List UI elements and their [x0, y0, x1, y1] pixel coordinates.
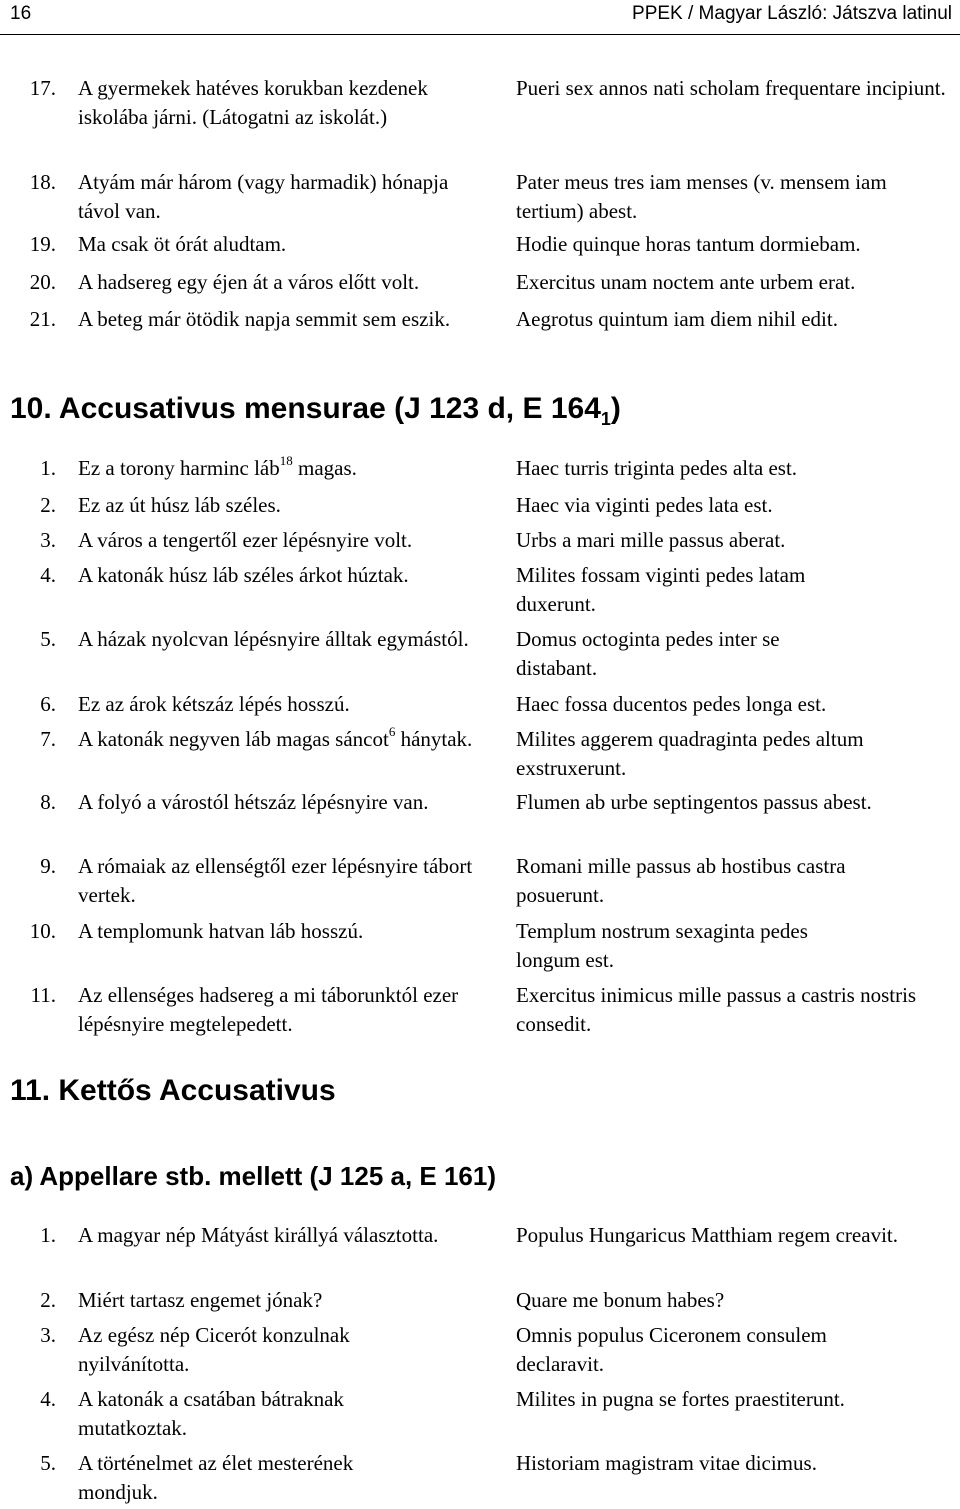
row-number: 2.: [40, 1288, 56, 1312]
exercise-row: [0, 1221, 960, 1286]
section-heading: 11. Kettős Accusativus: [10, 1074, 336, 1107]
exercise-row: [0, 268, 960, 305]
hungarian-sentence: A rómaiak az ellenségtől ezer lépésnyire tábort vertek.: [78, 854, 473, 907]
hungarian-sentence: A katonák negyven láb magas sáncot$^6$ hánytak.: [78, 724, 473, 751]
hungarian-sentence: A házak nyolcvan lépésnyire álltak egymástól.: [78, 627, 469, 651]
row-number: 2.: [40, 493, 56, 517]
row-number: 11.: [30, 983, 56, 1007]
latin-translation: Historiam magistram vitae dicimus.: [516, 1451, 817, 1475]
latin-translation: Haec turris triginta pedes alta est.: [516, 456, 798, 480]
section-heading: 10. Accusativus mensurae (J 123 d, E $164_1$): [10, 392, 621, 429]
row-number: 3.: [40, 1323, 56, 1347]
latin-translation: Pater meus tres iam menses (v. mensem iam tertium) abest.: [516, 170, 887, 223]
exercise-row: [0, 725, 960, 788]
exercise-row: [0, 305, 960, 365]
exercise-row: [0, 1449, 960, 1509]
hungarian-sentence: A templomunk hatvan láb hosszú.: [78, 919, 364, 943]
latin-translation: Romani mille passus ab hostibus castra posuerunt.: [516, 854, 846, 907]
hungarian-sentence: A város a tengertől ezer lépésnyire volt.: [78, 528, 413, 552]
hungarian-sentence: Ez az út húsz láb széles.: [78, 493, 281, 517]
footnote-marker: 18: [279, 453, 293, 468]
latin-translation: Templum nostrum sexaginta pedes longum est.: [516, 919, 808, 972]
latin-translation: Exercitus inimicus mille passus a castris nostris consedit.: [516, 983, 917, 1036]
row-number: 20.: [29, 270, 56, 294]
exercise-row: [0, 917, 960, 981]
hungarian-sentence: Miért tartasz engemet jónak?: [78, 1288, 323, 1312]
latin-translation: Quare me bonum habes?: [516, 1288, 725, 1312]
heading-subscript: 1: [600, 409, 611, 429]
hungarian-sentence: Atyám már három (vagy harmadik) hónapja távol van.: [78, 170, 449, 223]
latin-translation: Hodie quinque horas tantum dormiebam.: [516, 232, 861, 256]
latin-translation: Pueri sex annos nati scholam frequentare incipiunt.: [516, 76, 946, 100]
hungarian-sentence: A beteg már ötödik napja semmit sem eszik.: [78, 307, 451, 331]
latin-translation: Flumen ab urbe septingentos passus abest.: [516, 790, 872, 814]
exercise-row: [0, 625, 960, 690]
exercise-row: [0, 981, 960, 1043]
latin-translation: Exercitus unam noctem ante urbem erat.: [516, 270, 856, 294]
hungarian-sentence: Az egész nép Cicerót konzulnak nyilvánította.: [78, 1323, 350, 1376]
row-number: 10.: [29, 919, 56, 943]
row-number: 18.: [29, 170, 56, 194]
hungarian-sentence: Ez az árok kétszáz lépés hosszú.: [78, 692, 350, 716]
running-header: [0, 0, 960, 35]
row-number: 1.: [40, 456, 56, 480]
row-number: 8.: [40, 790, 56, 814]
hungarian-sentence: A katonák húsz láb széles árkot húztak.: [78, 563, 409, 587]
latin-translation: Urbs a mari mille passus aberat.: [516, 528, 786, 552]
exercise-row: [0, 74, 960, 168]
latin-translation: Milites in pugna se fortes praestiterunt.: [516, 1387, 845, 1411]
exercise-row: [0, 1385, 960, 1449]
hungarian-sentence: A hadsereg egy éjen át a város előtt volt.: [78, 270, 420, 294]
exercise-row: [0, 1286, 960, 1321]
page-number: 16: [10, 3, 32, 24]
exercise-row: [0, 526, 960, 561]
latin-translation: Haec fossa ducentos pedes longa est.: [516, 692, 827, 716]
row-number: 5.: [40, 1451, 56, 1475]
row-number: 17.: [29, 76, 56, 100]
latin-translation: Milites aggerem quadraginta pedes altum exstruxerunt.: [516, 727, 864, 780]
exercise-row: [0, 690, 960, 725]
latin-translation: Populus Hungaricus Matthiam regem creavit.: [516, 1223, 898, 1247]
hungarian-sentence: Az ellenséges hadsereg a mi táborunktól ezer lépésnyire megtelepedett.: [78, 983, 459, 1036]
exercise-list-accusativus-mensurae: [0, 454, 960, 1043]
row-number: 4.: [40, 563, 56, 587]
exercise-row: [0, 1321, 960, 1385]
row-number: 9.: [40, 854, 56, 878]
latin-translation: Domus octoginta pedes inter se distabant.: [516, 627, 780, 680]
hungarian-sentence: Ma csak öt órát aludtam.: [78, 232, 287, 256]
hungarian-sentence: Ez a torony harminc láb$^{18}$ magas.: [78, 453, 357, 480]
exercise-list-intro: [0, 74, 960, 365]
exercise-row: [0, 168, 960, 230]
hungarian-sentence: A magyar nép Mátyást királlyá választotta.: [78, 1223, 439, 1247]
row-number: 1.: [40, 1223, 56, 1247]
exercise-row: [0, 788, 960, 852]
latin-translation: Aegrotus quintum iam diem nihil edit.: [516, 307, 838, 331]
exercise-row: [0, 491, 960, 526]
row-number: 6.: [40, 692, 56, 716]
row-number: 19.: [29, 232, 56, 256]
row-number: 3.: [40, 528, 56, 552]
exercise-row: [0, 230, 960, 268]
hungarian-sentence: A folyó a várostól hétszáz lépésnyire van.: [78, 790, 429, 814]
running-title: PPEK / Magyar László: Játszva latinul: [632, 3, 952, 24]
subsection-heading: a) Appellare stb. mellett (J 125 a, E 161): [10, 1161, 497, 1191]
row-number: 7.: [40, 727, 56, 751]
row-number: 21.: [29, 307, 56, 331]
exercise-list-kettos-accusativus: [0, 1221, 960, 1509]
latin-translation: Omnis populus Ciceronem consulem declaravit.: [516, 1323, 827, 1376]
latin-translation: Haec via viginti pedes lata est.: [516, 493, 773, 517]
hungarian-sentence: A történelmet az élet mesterének mondjuk.: [78, 1451, 354, 1504]
exercise-row: [0, 852, 960, 917]
row-number: 4.: [40, 1387, 56, 1411]
footnote-marker: 6: [388, 724, 396, 739]
exercise-row: [0, 561, 960, 625]
hungarian-sentence: A gyermekek hatéves korukban kezdenek iskolába járni. (Látogatni az iskolát.): [78, 76, 428, 129]
latin-translation: Milites fossam viginti pedes latam duxerunt.: [516, 563, 806, 616]
row-number: 5.: [40, 627, 56, 651]
hungarian-sentence: A katonák a csatában bátraknak mutatkoztak.: [78, 1387, 344, 1440]
exercise-row: [0, 454, 960, 491]
